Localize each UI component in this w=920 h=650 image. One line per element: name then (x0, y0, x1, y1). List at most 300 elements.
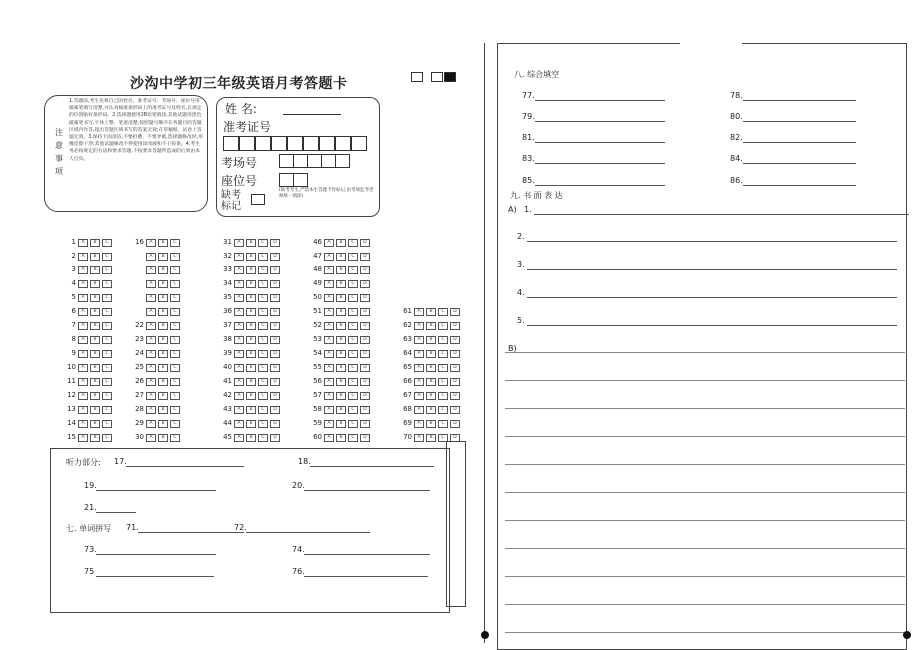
option-bubble[interactable]: A (146, 434, 156, 442)
option-bubble[interactable]: D (270, 294, 280, 302)
option-bubble[interactable]: B (336, 434, 346, 442)
option-bubble[interactable]: A (234, 420, 244, 428)
option-bubble[interactable]: B (90, 434, 100, 442)
option-bubble[interactable]: C (102, 253, 112, 261)
section8-answer-line[interactable] (743, 100, 856, 101)
section7-answer-line[interactable] (304, 554, 430, 555)
option-bubble[interactable]: B (246, 350, 256, 358)
part-b-writing-line[interactable] (505, 604, 905, 605)
exam-digit-box[interactable] (303, 136, 319, 151)
part-b-writing-line[interactable] (505, 464, 905, 465)
option-bubble[interactable]: C (102, 350, 112, 358)
part-b-writing-line[interactable] (505, 548, 905, 549)
option-bubble[interactable]: D (270, 336, 280, 344)
option-bubble[interactable]: A (414, 308, 424, 316)
part-a-answer-line[interactable] (534, 214, 909, 215)
option-bubble[interactable]: D (360, 253, 370, 261)
option-bubble[interactable]: C (348, 420, 358, 428)
option-bubble[interactable]: B (158, 239, 168, 247)
option-bubble[interactable]: C (348, 336, 358, 344)
option-bubble[interactable]: B (90, 420, 100, 428)
option-bubble[interactable]: A (324, 420, 334, 428)
listening-answer-line[interactable] (96, 490, 216, 491)
option-bubble[interactable]: C (102, 378, 112, 386)
option-bubble[interactable]: C (258, 364, 268, 372)
option-bubble[interactable]: B (426, 336, 436, 344)
option-bubble[interactable]: C (438, 350, 448, 358)
option-bubble[interactable]: A (146, 322, 156, 330)
option-bubble[interactable]: D (360, 378, 370, 386)
option-bubble[interactable]: A (78, 336, 88, 344)
option-bubble[interactable]: D (270, 434, 280, 442)
option-bubble[interactable]: D (450, 308, 460, 316)
option-bubble[interactable]: C (348, 266, 358, 274)
option-bubble[interactable]: A (234, 364, 244, 372)
option-bubble[interactable]: A (414, 336, 424, 344)
option-bubble[interactable]: C (170, 280, 180, 288)
part-b-writing-line[interactable] (505, 492, 905, 493)
option-bubble[interactable]: A (146, 420, 156, 428)
option-bubble[interactable]: A (146, 266, 156, 274)
option-bubble[interactable]: A (78, 253, 88, 261)
option-bubble[interactable]: A (78, 378, 88, 386)
option-bubble[interactable]: B (90, 392, 100, 400)
option-bubble[interactable]: A (234, 406, 244, 414)
room-digit-box[interactable] (335, 154, 350, 168)
option-bubble[interactable]: C (258, 322, 268, 330)
option-bubble[interactable]: D (360, 350, 370, 358)
option-bubble[interactable]: C (438, 406, 448, 414)
option-bubble[interactable]: B (90, 239, 100, 247)
option-bubble[interactable]: A (234, 308, 244, 316)
listening-answer-line[interactable] (126, 466, 244, 467)
option-bubble[interactable]: A (234, 294, 244, 302)
part-b-writing-line[interactable] (505, 576, 905, 577)
option-bubble[interactable]: A (146, 392, 156, 400)
option-bubble[interactable]: C (348, 294, 358, 302)
option-bubble[interactable]: B (336, 364, 346, 372)
option-bubble[interactable]: A (234, 378, 244, 386)
option-bubble[interactable]: B (336, 378, 346, 386)
option-bubble[interactable]: D (360, 336, 370, 344)
option-bubble[interactable]: A (414, 350, 424, 358)
room-digit-box[interactable] (321, 154, 336, 168)
option-bubble[interactable]: A (234, 434, 244, 442)
option-bubble[interactable]: C (102, 239, 112, 247)
section8-answer-line[interactable] (535, 185, 665, 186)
exam-digit-box[interactable] (223, 136, 239, 151)
option-bubble[interactable]: C (258, 336, 268, 344)
option-bubble[interactable]: C (258, 350, 268, 358)
option-bubble[interactable]: B (246, 434, 256, 442)
option-bubble[interactable]: B (158, 378, 168, 386)
option-bubble[interactable]: D (270, 406, 280, 414)
option-bubble[interactable]: B (426, 350, 436, 358)
option-bubble[interactable]: C (170, 392, 180, 400)
option-bubble[interactable]: D (270, 378, 280, 386)
option-bubble[interactable]: A (324, 392, 334, 400)
option-bubble[interactable]: B (90, 266, 100, 274)
option-bubble[interactable]: B (246, 280, 256, 288)
option-bubble[interactable]: A (234, 239, 244, 247)
option-bubble[interactable]: C (170, 266, 180, 274)
option-bubble[interactable]: B (336, 322, 346, 330)
option-bubble[interactable]: B (90, 280, 100, 288)
part-b-writing-line[interactable] (505, 408, 905, 409)
seat-digit-box[interactable] (293, 173, 308, 187)
option-bubble[interactable]: D (270, 322, 280, 330)
part-b-writing-line[interactable] (505, 352, 905, 353)
section7-answer-line[interactable] (96, 554, 216, 555)
option-bubble[interactable]: C (102, 420, 112, 428)
option-bubble[interactable]: B (426, 406, 436, 414)
option-bubble[interactable]: A (324, 280, 334, 288)
option-bubble[interactable]: A (234, 350, 244, 358)
option-bubble[interactable]: C (438, 336, 448, 344)
option-bubble[interactable]: A (78, 434, 88, 442)
option-bubble[interactable]: A (146, 239, 156, 247)
room-digit-box[interactable] (279, 154, 294, 168)
option-bubble[interactable]: A (78, 280, 88, 288)
option-bubble[interactable]: B (336, 294, 346, 302)
option-bubble[interactable]: A (78, 308, 88, 316)
part-b-writing-line[interactable] (505, 380, 905, 381)
section8-answer-line[interactable] (743, 142, 856, 143)
option-bubble[interactable]: B (336, 280, 346, 288)
section8-answer-line[interactable] (535, 163, 665, 164)
option-bubble[interactable]: B (336, 253, 346, 261)
option-bubble[interactable]: A (146, 253, 156, 261)
option-bubble[interactable]: B (246, 239, 256, 247)
exam-digit-box[interactable] (255, 136, 271, 151)
option-bubble[interactable]: B (90, 350, 100, 358)
option-bubble[interactable]: B (336, 239, 346, 247)
option-bubble[interactable]: C (348, 392, 358, 400)
option-bubble[interactable]: D (270, 253, 280, 261)
option-bubble[interactable]: A (324, 294, 334, 302)
option-bubble[interactable]: B (246, 308, 256, 316)
option-bubble[interactable]: D (450, 434, 460, 442)
option-bubble[interactable]: D (270, 364, 280, 372)
option-bubble[interactable]: A (324, 350, 334, 358)
option-bubble[interactable]: C (170, 350, 180, 358)
option-bubble[interactable]: C (348, 378, 358, 386)
option-bubble[interactable]: B (426, 322, 436, 330)
option-bubble[interactable]: C (438, 378, 448, 386)
part-a-answer-line[interactable] (527, 297, 897, 298)
option-bubble[interactable]: C (348, 364, 358, 372)
option-bubble[interactable]: D (270, 420, 280, 428)
option-bubble[interactable]: C (438, 434, 448, 442)
option-bubble[interactable]: C (258, 253, 268, 261)
option-bubble[interactable]: D (360, 294, 370, 302)
option-bubble[interactable]: D (360, 364, 370, 372)
option-bubble[interactable]: A (324, 239, 334, 247)
option-bubble[interactable]: A (324, 336, 334, 344)
option-bubble[interactable]: B (90, 253, 100, 261)
option-bubble[interactable]: C (348, 253, 358, 261)
option-bubble[interactable]: A (146, 280, 156, 288)
option-bubble[interactable]: A (146, 336, 156, 344)
option-bubble[interactable]: D (450, 350, 460, 358)
option-bubble[interactable]: C (258, 280, 268, 288)
option-bubble[interactable]: A (414, 420, 424, 428)
option-bubble[interactable]: D (450, 392, 460, 400)
section8-answer-line[interactable] (743, 163, 856, 164)
option-bubble[interactable]: C (170, 406, 180, 414)
option-bubble[interactable]: B (246, 322, 256, 330)
option-bubble[interactable]: C (170, 253, 180, 261)
exam-digit-box[interactable] (287, 136, 303, 151)
option-bubble[interactable]: B (158, 308, 168, 316)
option-bubble[interactable]: C (102, 308, 112, 316)
option-bubble[interactable]: B (158, 280, 168, 288)
option-bubble[interactable]: B (246, 253, 256, 261)
option-bubble[interactable]: D (360, 406, 370, 414)
option-bubble[interactable]: B (426, 308, 436, 316)
part-a-answer-line[interactable] (527, 241, 897, 242)
option-bubble[interactable]: C (102, 392, 112, 400)
option-bubble[interactable]: C (258, 308, 268, 316)
option-bubble[interactable]: A (234, 322, 244, 330)
option-bubble[interactable]: C (170, 378, 180, 386)
option-bubble[interactable]: B (158, 294, 168, 302)
room-digit-box[interactable] (307, 154, 322, 168)
option-bubble[interactable]: C (170, 364, 180, 372)
option-bubble[interactable]: D (360, 266, 370, 274)
option-bubble[interactable]: B (90, 308, 100, 316)
option-bubble[interactable]: B (426, 392, 436, 400)
option-bubble[interactable]: A (324, 266, 334, 274)
option-bubble[interactable]: B (158, 420, 168, 428)
option-bubble[interactable]: D (360, 239, 370, 247)
option-bubble[interactable]: C (170, 239, 180, 247)
absent-mark-box[interactable] (251, 194, 265, 205)
option-bubble[interactable]: D (450, 322, 460, 330)
exam-digit-box[interactable] (319, 136, 335, 151)
exam-digit-box[interactable] (271, 136, 287, 151)
option-bubble[interactable]: B (158, 392, 168, 400)
section8-answer-line[interactable] (743, 185, 856, 186)
option-bubble[interactable]: B (158, 322, 168, 330)
listening-answer-line[interactable] (96, 512, 136, 513)
option-bubble[interactable]: D (360, 434, 370, 442)
option-bubble[interactable]: C (348, 406, 358, 414)
option-bubble[interactable]: A (324, 434, 334, 442)
option-bubble[interactable]: C (102, 294, 112, 302)
option-bubble[interactable]: B (246, 420, 256, 428)
option-bubble[interactable]: B (90, 364, 100, 372)
option-bubble[interactable]: C (438, 420, 448, 428)
option-bubble[interactable]: A (146, 378, 156, 386)
option-bubble[interactable]: D (450, 364, 460, 372)
option-bubble[interactable]: B (246, 294, 256, 302)
option-bubble[interactable]: C (102, 406, 112, 414)
option-bubble[interactable]: A (78, 322, 88, 330)
option-bubble[interactable]: C (438, 308, 448, 316)
part-a-answer-line[interactable] (527, 269, 897, 270)
option-bubble[interactable]: A (414, 378, 424, 386)
option-bubble[interactable]: A (324, 308, 334, 316)
option-bubble[interactable]: B (158, 364, 168, 372)
option-bubble[interactable]: B (426, 378, 436, 386)
section7-answer-line[interactable] (138, 532, 244, 533)
option-bubble[interactable]: C (348, 322, 358, 330)
option-bubble[interactable]: A (146, 406, 156, 414)
option-bubble[interactable]: D (360, 392, 370, 400)
option-bubble[interactable]: A (78, 294, 88, 302)
option-bubble[interactable]: B (246, 364, 256, 372)
option-bubble[interactable]: B (246, 378, 256, 386)
section7-answer-line[interactable] (304, 576, 428, 577)
option-bubble[interactable]: B (336, 420, 346, 428)
option-bubble[interactable]: A (146, 364, 156, 372)
option-bubble[interactable]: C (348, 280, 358, 288)
option-bubble[interactable]: A (146, 294, 156, 302)
option-bubble[interactable]: A (414, 434, 424, 442)
option-bubble[interactable]: D (450, 378, 460, 386)
option-bubble[interactable]: D (270, 392, 280, 400)
option-bubble[interactable]: C (258, 266, 268, 274)
option-bubble[interactable]: C (258, 420, 268, 428)
room-digit-box[interactable] (293, 154, 308, 168)
option-bubble[interactable]: C (348, 239, 358, 247)
option-bubble[interactable]: B (90, 322, 100, 330)
option-bubble[interactable]: B (246, 266, 256, 274)
exam-digit-box[interactable] (239, 136, 255, 151)
option-bubble[interactable]: D (270, 239, 280, 247)
option-bubble[interactable]: B (158, 266, 168, 274)
option-bubble[interactable]: C (170, 336, 180, 344)
option-bubble[interactable]: A (324, 253, 334, 261)
option-bubble[interactable]: B (426, 434, 436, 442)
option-bubble[interactable]: B (336, 406, 346, 414)
option-bubble[interactable]: B (426, 420, 436, 428)
exam-digit-box[interactable] (335, 136, 351, 151)
option-bubble[interactable]: A (234, 253, 244, 261)
option-bubble[interactable]: A (324, 322, 334, 330)
option-bubble[interactable]: B (158, 350, 168, 358)
option-bubble[interactable]: A (78, 420, 88, 428)
option-bubble[interactable]: D (450, 406, 460, 414)
option-bubble[interactable]: A (234, 280, 244, 288)
option-bubble[interactable]: D (270, 350, 280, 358)
option-bubble[interactable]: C (258, 239, 268, 247)
option-bubble[interactable]: B (158, 336, 168, 344)
option-bubble[interactable]: C (170, 434, 180, 442)
option-bubble[interactable]: D (270, 308, 280, 316)
option-bubble[interactable]: A (78, 266, 88, 274)
option-bubble[interactable]: C (438, 392, 448, 400)
option-bubble[interactable]: A (78, 350, 88, 358)
option-bubble[interactable]: B (336, 350, 346, 358)
option-bubble[interactable]: B (246, 392, 256, 400)
option-bubble[interactable]: D (360, 280, 370, 288)
seat-digit-box[interactable] (279, 173, 294, 187)
option-bubble[interactable]: C (170, 322, 180, 330)
option-bubble[interactable]: A (146, 308, 156, 316)
option-bubble[interactable]: D (360, 322, 370, 330)
option-bubble[interactable]: C (102, 434, 112, 442)
part-b-writing-line[interactable] (505, 436, 905, 437)
exam-digit-box[interactable] (351, 136, 367, 151)
option-bubble[interactable]: D (270, 280, 280, 288)
option-bubble[interactable]: B (158, 434, 168, 442)
listening-answer-line[interactable] (310, 466, 434, 467)
option-bubble[interactable]: B (336, 266, 346, 274)
option-bubble[interactable]: B (90, 406, 100, 414)
option-bubble[interactable]: A (78, 392, 88, 400)
option-bubble[interactable]: C (102, 266, 112, 274)
section8-answer-line[interactable] (535, 142, 665, 143)
option-bubble[interactable]: D (360, 420, 370, 428)
part-b-writing-line[interactable] (505, 520, 905, 521)
option-bubble[interactable]: B (336, 308, 346, 316)
section8-answer-line[interactable] (535, 100, 665, 101)
option-bubble[interactable]: A (234, 392, 244, 400)
option-bubble[interactable]: B (158, 406, 168, 414)
option-bubble[interactable]: B (90, 336, 100, 344)
option-bubble[interactable]: A (324, 378, 334, 386)
option-bubble[interactable]: B (90, 378, 100, 386)
option-bubble[interactable]: C (348, 350, 358, 358)
option-bubble[interactable]: B (90, 294, 100, 302)
option-bubble[interactable]: C (348, 308, 358, 316)
option-bubble[interactable]: B (426, 364, 436, 372)
option-bubble[interactable]: D (450, 336, 460, 344)
part-a-answer-line[interactable] (527, 325, 897, 326)
option-bubble[interactable]: A (414, 364, 424, 372)
option-bubble[interactable]: C (258, 294, 268, 302)
option-bubble[interactable]: A (414, 406, 424, 414)
option-bubble[interactable]: C (258, 392, 268, 400)
option-bubble[interactable]: C (102, 322, 112, 330)
section8-answer-line[interactable] (535, 121, 665, 122)
option-bubble[interactable]: C (258, 378, 268, 386)
option-bubble[interactable]: B (158, 253, 168, 261)
section8-answer-line[interactable] (743, 121, 856, 122)
option-bubble[interactable]: C (258, 406, 268, 414)
section7-answer-line[interactable] (96, 576, 214, 577)
section7-answer-line[interactable] (246, 532, 370, 533)
part-b-writing-line[interactable] (505, 632, 905, 633)
option-bubble[interactable]: A (414, 392, 424, 400)
option-bubble[interactable]: C (348, 434, 358, 442)
option-bubble[interactable]: B (336, 336, 346, 344)
option-bubble[interactable]: A (146, 350, 156, 358)
option-bubble[interactable]: A (324, 364, 334, 372)
option-bubble[interactable]: C (102, 280, 112, 288)
option-bubble[interactable]: A (78, 239, 88, 247)
option-bubble[interactable]: C (170, 308, 180, 316)
name-field[interactable] (283, 114, 341, 115)
option-bubble[interactable]: D (360, 308, 370, 316)
option-bubble[interactable]: A (414, 322, 424, 330)
option-bubble[interactable]: B (246, 406, 256, 414)
option-bubble[interactable]: C (258, 434, 268, 442)
option-bubble[interactable]: C (170, 420, 180, 428)
option-bubble[interactable]: B (246, 336, 256, 344)
option-bubble[interactable]: C (438, 364, 448, 372)
option-bubble[interactable]: C (102, 364, 112, 372)
option-bubble[interactable]: A (78, 364, 88, 372)
option-bubble[interactable]: A (234, 266, 244, 274)
option-bubble[interactable]: D (450, 420, 460, 428)
option-bubble[interactable]: C (102, 336, 112, 344)
option-bubble[interactable]: A (324, 406, 334, 414)
option-bubble[interactable]: C (170, 294, 180, 302)
option-bubble[interactable]: D (270, 266, 280, 274)
